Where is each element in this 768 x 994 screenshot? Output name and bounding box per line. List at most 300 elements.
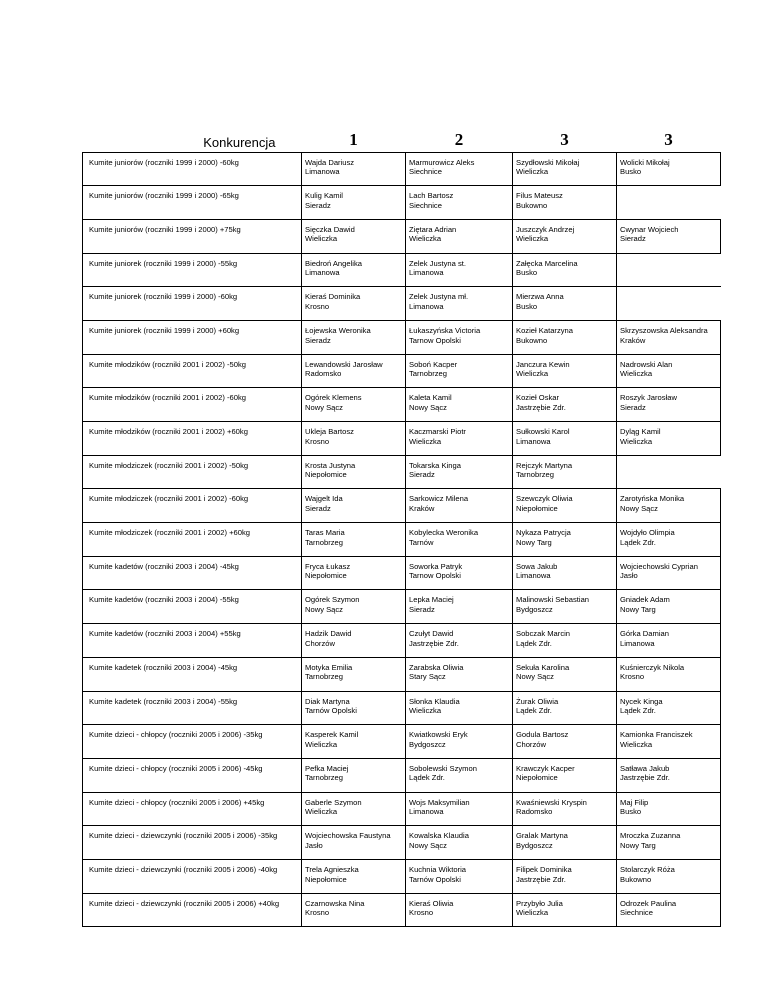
competitor-club: Busko (516, 301, 538, 311)
competitor-club: Lądek Zdr. (620, 537, 656, 547)
competitor-club: Krosno (305, 908, 330, 918)
competitor-name: Nadrowski Alan (620, 359, 673, 369)
competitor-club: Radomsko (516, 807, 553, 817)
competitor-name: Wojs Maksymilian (409, 797, 470, 807)
category-cell: Kumite juniorek (roczniki 1999 i 2000) -55kg (83, 253, 302, 287)
competitor-name: Łojewska Weronika (305, 325, 371, 335)
table-row (83, 489, 721, 523)
competitor-name: Krosta Justyna (305, 460, 356, 470)
place-3-cell (513, 624, 617, 658)
competitor-name: Ukleja Bartosz (305, 427, 354, 436)
competitor-club: Nowy Sącz (409, 840, 447, 850)
competitor-club: Bydgoszcz (409, 739, 446, 749)
competitor-name: Kwaśniewski Kryspin (516, 797, 587, 807)
competitor-name: Gniadek Adam (620, 595, 670, 605)
competitor-club: Sieradz (620, 234, 646, 244)
competitor-name: Ogórek Klemens (305, 393, 362, 403)
place-2-cell (406, 556, 513, 590)
table-row (83, 253, 721, 287)
competitor-club: Lądek Zdr. (620, 706, 656, 716)
competitor-name: Ogórek Szymon (305, 595, 360, 605)
competitor-club: Busko (620, 167, 642, 177)
competitor-club: Nowy Sącz (409, 402, 447, 412)
competitor-name: Filipek Dominika (516, 864, 572, 874)
table-row (83, 422, 721, 456)
competitor-name: Satława Jakub (620, 763, 670, 773)
competitor-club: Limanowa (305, 268, 340, 278)
place-3-cell (513, 388, 617, 422)
place-2-cell (406, 152, 513, 186)
competitor-club: Krosno (409, 908, 434, 918)
competitor-club: Limanowa (409, 807, 444, 817)
place-3-cell (513, 556, 617, 590)
competitor-club: Niepołomice (305, 874, 347, 884)
place-2-cell (406, 489, 513, 523)
competitor-name: Wajgelt Ida (305, 494, 343, 504)
place-2-cell (406, 354, 513, 388)
place-1-cell (302, 523, 406, 557)
table-row (83, 859, 721, 893)
competitor-name: Hadzik Dawid (305, 629, 352, 639)
competitor-name: Odrozek Paulina (620, 898, 677, 908)
competitor-club: Wieliczka (409, 436, 442, 446)
place-3-cell (513, 826, 617, 860)
place-1-cell (302, 590, 406, 624)
competitor-name: Górka Damian (620, 629, 669, 639)
competitor-name: Wojciechowska Faustyna (305, 831, 391, 841)
place-2-cell (406, 422, 513, 456)
competitor-name: Sobczak Marcin (516, 629, 571, 639)
place-2-cell (406, 691, 513, 725)
competitor-club: Niepołomice (305, 470, 347, 480)
place-1-cell (302, 320, 406, 354)
competitor-name: Maj Filip (620, 797, 649, 807)
table-row (83, 624, 721, 658)
place-1-cell (302, 893, 406, 927)
place-1-cell (302, 556, 406, 590)
place-2-cell (406, 624, 513, 658)
place-2-cell (406, 826, 513, 860)
place-3-cell (513, 455, 617, 489)
place-1-header: 1 (349, 129, 358, 149)
competitor-club: Nowy Targ (620, 840, 656, 850)
table-row (83, 152, 721, 186)
competitor-club: Jastrzębie Zdr. (409, 638, 459, 648)
competitor-name: Kulig Kamil (305, 191, 343, 201)
place-3-cell (513, 186, 617, 220)
place-1-cell (302, 624, 406, 658)
place-2-cell (406, 186, 513, 220)
competitor-name: Żurak Oliwia (516, 696, 559, 706)
competitor-name: Gralak Martyna (516, 831, 568, 841)
place-4-cell (617, 253, 721, 287)
place-2-cell (406, 388, 513, 422)
competitor-name: Kozieł Oskar (516, 393, 560, 403)
competitor-name: Kuchnia Wiktoria (409, 864, 466, 874)
competitor-name: Zarotyńska Monika (620, 494, 685, 504)
place-4-cell (617, 556, 721, 590)
competitor-club: Krosno (620, 672, 645, 682)
competitor-club: Bukowno (620, 874, 652, 884)
competitor-club: Tarnów (409, 537, 434, 547)
competitor-club: Chorzów (305, 638, 335, 648)
place-3-cell (513, 725, 617, 759)
place-4-cell (617, 725, 721, 759)
place-4-cell (617, 758, 721, 792)
table-row (83, 186, 721, 220)
competitor-name: Krawczyk Kacper (516, 763, 575, 773)
place-2-cell (406, 893, 513, 927)
table-row (83, 354, 721, 388)
place-2-cell (406, 859, 513, 893)
place-1-cell (302, 826, 406, 860)
place-4-cell (617, 893, 721, 927)
table-row (83, 320, 721, 354)
place-2-cell (406, 455, 513, 489)
category-cell: Kumite dzieci - chłopcy (roczniki 2005 i 2006) +45kg (83, 792, 302, 826)
competitor-name: Sobolewski Szymon (409, 763, 477, 773)
konkurencja-header: Konkurencja (203, 134, 276, 150)
category-cell: Kumite kadetek (roczniki 2003 i 2004) -45kg (83, 657, 302, 691)
competitor-club: Jastrzębie Zdr. (516, 402, 566, 412)
competitor-name: Sięczka Dawid (305, 224, 355, 234)
competitor-name: Trela Agnieszka (305, 864, 359, 874)
table-row (83, 792, 721, 826)
competitor-club: Sieradz (305, 335, 331, 345)
competitor-name: Malinowski Sebastian (516, 595, 590, 605)
competitor-club: Sieradz (409, 470, 435, 480)
place-1-cell (302, 758, 406, 792)
competitor-club: Bydgoszcz (516, 840, 553, 850)
place-2-cell (406, 792, 513, 826)
competitor-club: Bukowno (516, 335, 548, 345)
place-4-cell (617, 422, 721, 456)
competitor-club: Wieliczka (620, 739, 653, 749)
competitor-name: Tokarska Kinga (409, 460, 461, 470)
competitor-club: Wieliczka (305, 234, 338, 244)
place-1-cell (302, 691, 406, 725)
competitor-name: Kuśnierczyk Nikola (620, 662, 685, 672)
place-4-cell (617, 219, 721, 253)
competitor-name: Nycek Kinga (620, 696, 663, 706)
competitor-name: Załęcka Marcelina (516, 258, 578, 268)
competitor-club: Krosno (305, 301, 330, 311)
table-row (83, 523, 721, 557)
competitor-club: Wieliczka (516, 369, 549, 379)
place-3-cell (513, 691, 617, 725)
category-cell: Kumite juniorów (roczniki 1999 i 2000) -60kg (83, 152, 302, 186)
place-4-cell (617, 691, 721, 725)
place-3-cell (513, 320, 617, 354)
category-cell: Kumite młodziczek (roczniki 2001 i 2002) -60kg (83, 489, 302, 523)
competitor-club: Tarnow Opolski (409, 571, 461, 581)
competitor-club: Tarnobrzeg (305, 672, 343, 682)
place-4-cell (617, 590, 721, 624)
competitor-club: Tarnobrzeg (305, 537, 343, 547)
competitor-name: Kieraś Oliwia (409, 898, 454, 908)
competitor-club: Kraków (409, 503, 435, 513)
competitor-name: Zarabska Oliwia (409, 662, 464, 672)
competitor-club: Wieliczka (305, 739, 338, 749)
competitor-name: Sarkowicz Milena (409, 494, 469, 504)
competitor-club: Nowy Sącz (305, 605, 343, 615)
competitor-name: Stolarczyk Róża (620, 864, 675, 874)
competitor-club: Limanowa (516, 436, 551, 446)
competitor-name: Soworka Patryk (409, 561, 463, 571)
competitor-club: Stary Sącz (409, 672, 446, 682)
place-4-cell (617, 186, 721, 220)
competitor-club: Busko (620, 807, 642, 817)
competitor-club: Lądek Zdr. (516, 638, 552, 648)
competitor-name: Sułkowski Karol (516, 427, 570, 436)
place-2-cell (406, 657, 513, 691)
competitor-club: Limanowa (409, 268, 444, 278)
competitor-name: Szydłowski Mikołaj (516, 157, 580, 167)
place-1-cell (302, 422, 406, 456)
competitor-club: Kraków (620, 335, 646, 345)
competitor-club: Sieradz (305, 200, 331, 210)
competitor-club: Jasło (620, 571, 638, 581)
place-2-cell (406, 219, 513, 253)
competitor-name: Wajda Dariusz (305, 157, 355, 167)
table-row (83, 657, 721, 691)
place-4-cell (617, 657, 721, 691)
results-table (82, 128, 721, 927)
category-cell: Kumite juniorek (roczniki 1999 i 2000) +60kg (83, 320, 302, 354)
competitor-club: Krosno (305, 436, 330, 446)
competitor-club: Siechnice (409, 167, 442, 177)
competitor-club: Niepołomice (516, 503, 558, 513)
place-3-cell (513, 287, 617, 321)
competitor-club: Bydgoszcz (516, 605, 553, 615)
place-3-cell (513, 657, 617, 691)
place-4-cell (617, 287, 721, 321)
competitor-club: Wieliczka (620, 369, 653, 379)
competitor-name: Rejczyk Martyna (516, 460, 573, 470)
competitor-name: Wojciechowski Cyprian (620, 561, 698, 571)
competitor-club: Lądek Zdr. (409, 773, 445, 783)
category-cell: Kumite dzieci - dziewczynki (roczniki 2005 i 2006) -40kg (83, 859, 302, 893)
competitor-club: Jastrzębie Zdr. (516, 874, 566, 884)
competitor-name: Kozieł Katarzyna (516, 325, 573, 335)
competitor-name: Roszyk Jarosław (620, 393, 677, 403)
competitor-club: Sieradz (409, 605, 435, 615)
place-1-cell (302, 186, 406, 220)
place-4-cell (617, 455, 721, 489)
competitor-name: Kowalska Klaudia (409, 831, 469, 841)
table-row (83, 826, 721, 860)
place-1-cell (302, 152, 406, 186)
competitor-name: Motyka Emilia (305, 662, 353, 672)
competitor-club: Sieradz (620, 402, 646, 412)
competitor-club: Wieliczka (516, 234, 549, 244)
place-1-cell (302, 489, 406, 523)
competitor-club: Tarnobrzeg (516, 470, 554, 480)
place-1-cell (302, 455, 406, 489)
competitor-club: Chorzów (516, 739, 546, 749)
competitor-club: Wieliczka (516, 908, 549, 918)
competitor-club: Radomsko (305, 369, 342, 379)
place-3-cell (513, 590, 617, 624)
competitor-club: Nowy Sącz (305, 402, 343, 412)
competitor-name: Mroczka Zuzanna (620, 831, 681, 841)
competitor-club: Tarnobrzeg (305, 773, 343, 783)
place-1-cell (302, 253, 406, 287)
competitor-club: Niepołomice (516, 773, 558, 783)
table-row (83, 590, 721, 624)
place-4-cell (617, 152, 721, 186)
competitor-name: Czarnowska Nina (305, 898, 365, 908)
category-cell: Kumite młodziczek (roczniki 2001 i 2002) -50kg (83, 455, 302, 489)
competitor-club: Wieliczka (516, 167, 549, 177)
competitor-name: Ziętara Adrian (409, 224, 457, 234)
place-4-cell (617, 388, 721, 422)
place-3-cell (513, 152, 617, 186)
competitor-name: Szewczyk Oliwia (516, 494, 573, 504)
category-cell: Kumite kadetów (roczniki 2003 i 2004) -45kg (83, 556, 302, 590)
place-3-cell (513, 893, 617, 927)
competitor-club: Nowy Sącz (516, 672, 554, 682)
competitor-club: Limanowa (305, 167, 340, 177)
category-cell: Kumite dzieci - chłopcy (roczniki 2005 i 2006) -35kg (83, 725, 302, 759)
place-1-cell (302, 354, 406, 388)
place-3-cell (513, 523, 617, 557)
place-1-cell (302, 287, 406, 321)
category-cell: Kumite juniorów (roczniki 1999 i 2000) -65kg (83, 186, 302, 220)
place-2-cell (406, 253, 513, 287)
competitor-name: Sekuła Karolina (516, 662, 570, 672)
competitor-club: Wieliczka (409, 234, 442, 244)
competitor-name: Lach Bartosz (409, 191, 454, 201)
competitor-club: Tarnów Opolski (409, 874, 461, 884)
place-4-cell (617, 792, 721, 826)
place-1-cell (302, 792, 406, 826)
competitor-name: Godula Bartosz (516, 730, 569, 740)
category-cell: Kumite młodziczek (roczniki 2001 i 2002) +60kg (83, 523, 302, 557)
competitor-name: Fryca Łukasz (305, 561, 351, 571)
competitor-name: Wolicki Mikołaj (620, 157, 670, 167)
table-row (83, 691, 721, 725)
place-2-cell (406, 758, 513, 792)
competitor-name: Kobylecka Weronika (409, 528, 479, 538)
category-cell: Kumite dzieci - dziewczynki (roczniki 2005 i 2006) +40kg (83, 893, 302, 927)
competitor-name: Kieraś Dominika (305, 292, 361, 302)
competitor-name: Lepka Maciej (409, 595, 454, 605)
place-4-cell (617, 320, 721, 354)
competitor-name: Juszczyk Andrzej (516, 224, 575, 234)
table-row (83, 758, 721, 792)
place-1-cell (302, 219, 406, 253)
category-cell: Kumite kadetów (roczniki 2003 i 2004) +55kg (83, 624, 302, 658)
competitor-club: Bukowno (516, 200, 548, 210)
place-1-cell (302, 725, 406, 759)
competitor-club: Tarnów Opolski (305, 706, 357, 716)
competitor-name: Kwiatkowski Eryk (409, 730, 468, 740)
table-row (83, 893, 721, 927)
place-4-cell (617, 624, 721, 658)
category-cell: Kumite dzieci - chłopcy (roczniki 2005 i 2006) -45kg (83, 758, 302, 792)
competitor-name: Skrzyszowska Aleksandra (620, 325, 708, 335)
competitor-name: Pefka Maciej (305, 763, 349, 773)
competitor-name: Cwynar Wojciech (620, 224, 679, 234)
competitor-name: Diak Martyna (305, 696, 350, 706)
place-2-cell (406, 287, 513, 321)
competitor-club: Sieradz (305, 503, 331, 513)
place-2-cell (406, 523, 513, 557)
results-sheet (82, 128, 721, 927)
place-3a-header: 3 (560, 129, 569, 149)
place-3-cell (513, 758, 617, 792)
table-row (83, 725, 721, 759)
place-2-cell (406, 725, 513, 759)
place-3b-header: 3 (664, 129, 673, 149)
place-3-cell (513, 489, 617, 523)
competitor-club: Tarnobrzeg (409, 369, 447, 379)
competitor-name: Nykaza Patrycja (516, 528, 571, 538)
competitor-club: Tarnow Opolski (409, 335, 461, 345)
place-3-cell (513, 219, 617, 253)
place-4-cell (617, 826, 721, 860)
place-4-cell (617, 523, 721, 557)
competitor-name: Przybyło Julia (516, 898, 563, 908)
competitor-name: Sowa Jakub (516, 561, 558, 571)
competitor-club: Wieliczka (305, 807, 338, 817)
competitor-name: Dyląg Kamil (620, 427, 661, 436)
place-3-cell (513, 354, 617, 388)
competitor-club: Jasło (305, 840, 323, 850)
place-3-cell (513, 422, 617, 456)
competitor-name: Marmurowicz Aleks (409, 157, 475, 167)
competitor-club: Lądek Zdr. (516, 706, 552, 716)
category-cell: Kumite kadetów (roczniki 2003 i 2004) -55kg (83, 590, 302, 624)
place-1-cell (302, 657, 406, 691)
place-4-cell (617, 354, 721, 388)
competitor-club: Jastrzębie Zdr. (620, 773, 670, 783)
competitor-club: Limanowa (409, 301, 444, 311)
table-row (83, 287, 721, 321)
place-1-cell (302, 859, 406, 893)
table-row (83, 556, 721, 590)
table-row (83, 388, 721, 422)
header-row (83, 128, 721, 152)
category-cell: Kumite młodzików (roczniki 2001 i 2002) -60kg (83, 388, 302, 422)
competitor-name: Zelek Justyna mł. (409, 292, 469, 302)
place-2-header: 2 (454, 129, 464, 149)
competitor-club: Busko (516, 268, 538, 278)
competitor-name: Filus Mateusz (516, 191, 563, 201)
table-row (83, 455, 721, 489)
category-cell: Kumite dzieci - dziewczynki (roczniki 2005 i 2006) -35kg (83, 826, 302, 860)
place-3-cell (513, 859, 617, 893)
place-4-cell (617, 489, 721, 523)
competitor-name: Wojdyło Olimpia (620, 528, 675, 538)
competitor-club: Wieliczka (409, 706, 442, 716)
place-1-cell (302, 388, 406, 422)
competitor-name: Taras Maria (305, 528, 345, 538)
competitor-club: Limanowa (620, 638, 655, 648)
category-cell: Kumite juniorek (roczniki 1999 i 2000) -60kg (83, 287, 302, 321)
competitor-name: Janczura Kewin (516, 359, 570, 369)
competitor-name: Gaberle Szymon (305, 797, 362, 807)
competitor-club: Nowy Targ (516, 537, 552, 547)
competitor-club: Siechnice (409, 200, 442, 210)
competitor-club: Siechnice (620, 908, 653, 918)
competitor-club: Nowy Targ (620, 605, 656, 615)
place-3-cell (513, 253, 617, 287)
place-3-cell (513, 792, 617, 826)
competitor-name: Mierzwa Anna (516, 292, 564, 302)
competitor-name: Łukaszyńska Victoria (409, 325, 481, 335)
